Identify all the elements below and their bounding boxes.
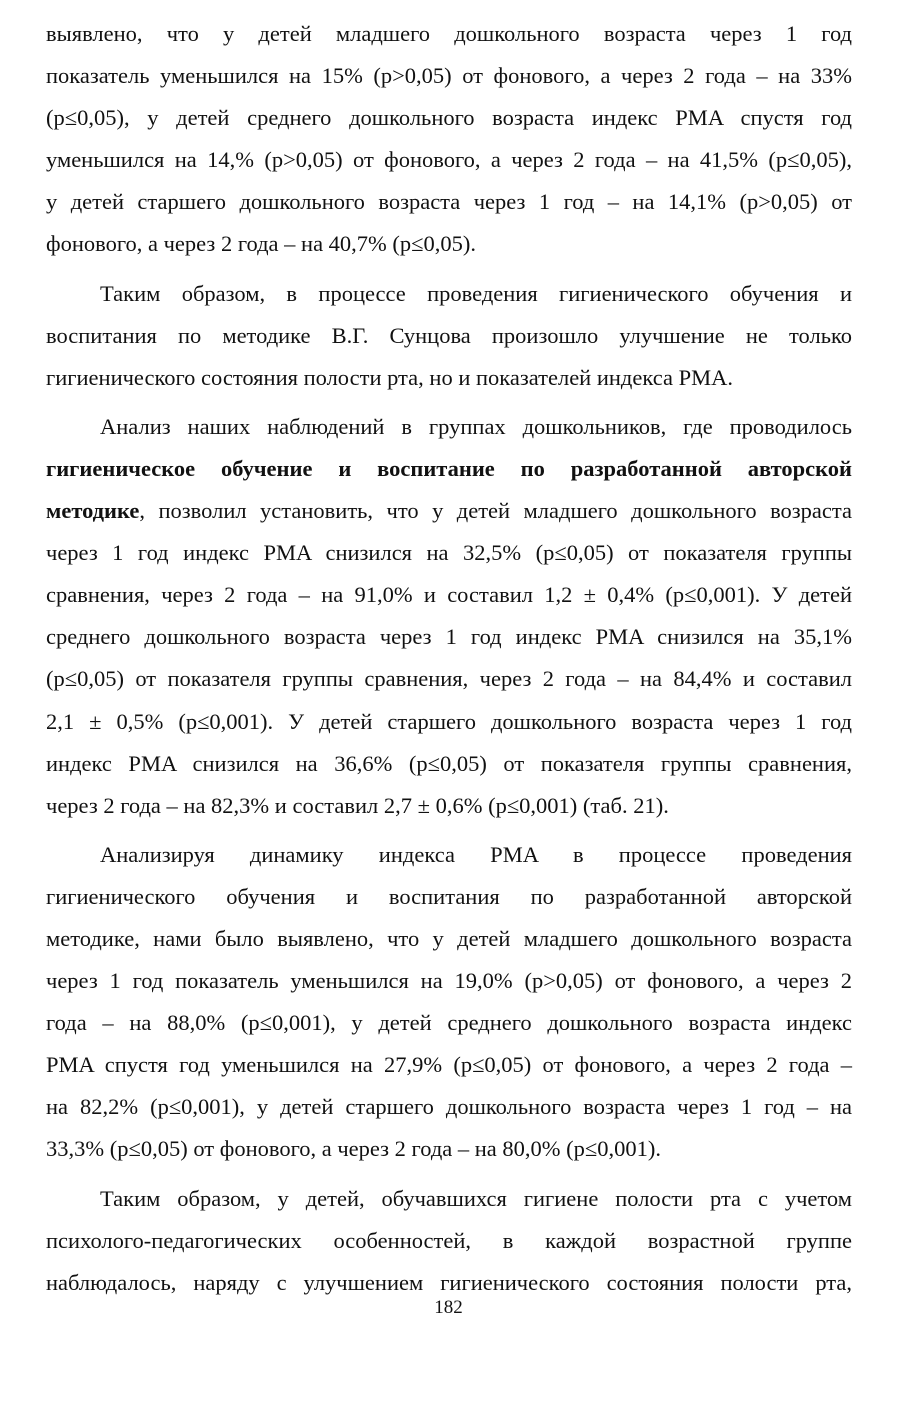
text-line: среднего дошкольного возраста через 1 год индекс PMA снизился на 35,1% [46,624,852,650]
text-line: Анализ наших наблюдений в группах дошкольников, где проводилось [100,413,852,439]
text-line: PMA спустя год уменьшился на 27,9% (p≤0,05) от фонового, а через 2 года – [46,1052,852,1078]
text-span: , позволил установить, что у детей младшего дошкольного возраста [139,498,852,524]
text-line: гигиенического состояния полости рта, но и показателей индекса PMA. [46,364,733,390]
text-line: через 1 год показатель уменьшился на 19,0% (p>0,05) от фонового, а через 2 [46,968,852,994]
bold-phrase: методике [46,498,140,524]
paragraph [46,834,852,1171]
text-line: года – на 88,0% (p≤0,001), у детей среднего дошкольного возраста индекс [46,1010,852,1036]
text-line: выявлено, что у детей младшего дошкольного возраста через 1 год [46,21,852,46]
text-line: (p≤0,05), у детей среднего дошкольного возраста индекс PMA спустя год [46,105,852,131]
text-line: (p≤0,05) от показателя группы сравнения, через 2 года – на 84,4% и составил [46,666,852,692]
text-line: Таким образом, у детей, обучавшихся гигиене полости рта с учетом [100,1185,852,1211]
text-line: наблюдалось, наряду с улучшением гигиенического состояния полости рта, [46,1269,852,1295]
paragraph [46,273,852,399]
text-line: у детей старшего дошкольного возраста через 1 год – на 14,1% (p>0,05) от [46,189,852,215]
text-line: фонового, а через 2 года – на 40,7% (p≤0,05). [46,231,477,257]
text-line: через 2 года – на 82,3% и составил 2,7 ± 0,6% (p≤0,001) (таб. 21). [46,792,669,818]
text-line: сравнения, через 2 года – на 91,0% и составил 1,2 ± 0,4% (p≤0,001). У детей [46,582,852,608]
text-line-bold [46,448,852,490]
text-line: индекс PMA снизился на 36,6% (p≤0,05) от показателя группы сравнения, [46,750,852,776]
text-line: на 82,2% (p≤0,001), у детей старшего дошкольного возраста через 1 год – на [46,1094,852,1120]
page-number: 182 [434,1297,463,1318]
text-line: 2,1 ± 0,5% (p≤0,001). У детей старшего дошкольного возраста через 1 год [46,708,852,734]
paragraph [46,13,852,266]
text-line: Анализируя динамику индекса PMA в процессе проведения [100,841,852,867]
text-line: гигиенического обучения и воспитания по разработанной авторской [46,883,852,909]
text-line: уменьшился на 14,% (p>0,05) от фонового, а через 2 года – на 41,5% (p≤0,05), [46,147,852,173]
text-line: Таким образом, в процессе проведения гигиенического обучения и [100,280,852,306]
body-text [46,13,852,1304]
text-line: показатель уменьшился на 15% (p>0,05) от фонового, а через 2 года – на 33% [46,63,852,89]
text-line: через 1 год индекс PMA снизился на 32,5% (p≤0,05) от показателя группы [46,540,852,566]
paragraph [46,406,852,827]
text-line [46,490,852,532]
text-line: методике, нами было выявлено, что у детей младшего дошкольного возраста [46,925,852,951]
text-line: 33,3% (p≤0,05) от фонового, а через 2 года – на 80,0% (p≤0,001). [46,1136,661,1162]
text-line: психолого-педагогических особенностей, в каждой возрастной группе [46,1227,852,1253]
bold-phrase: гигиеническое обучение и воспитание по разработанной авторской [46,455,852,481]
text-line: воспитания по методике В.Г. Сунцова произошло улучшение не только [46,322,852,348]
paragraph [46,1178,852,1304]
